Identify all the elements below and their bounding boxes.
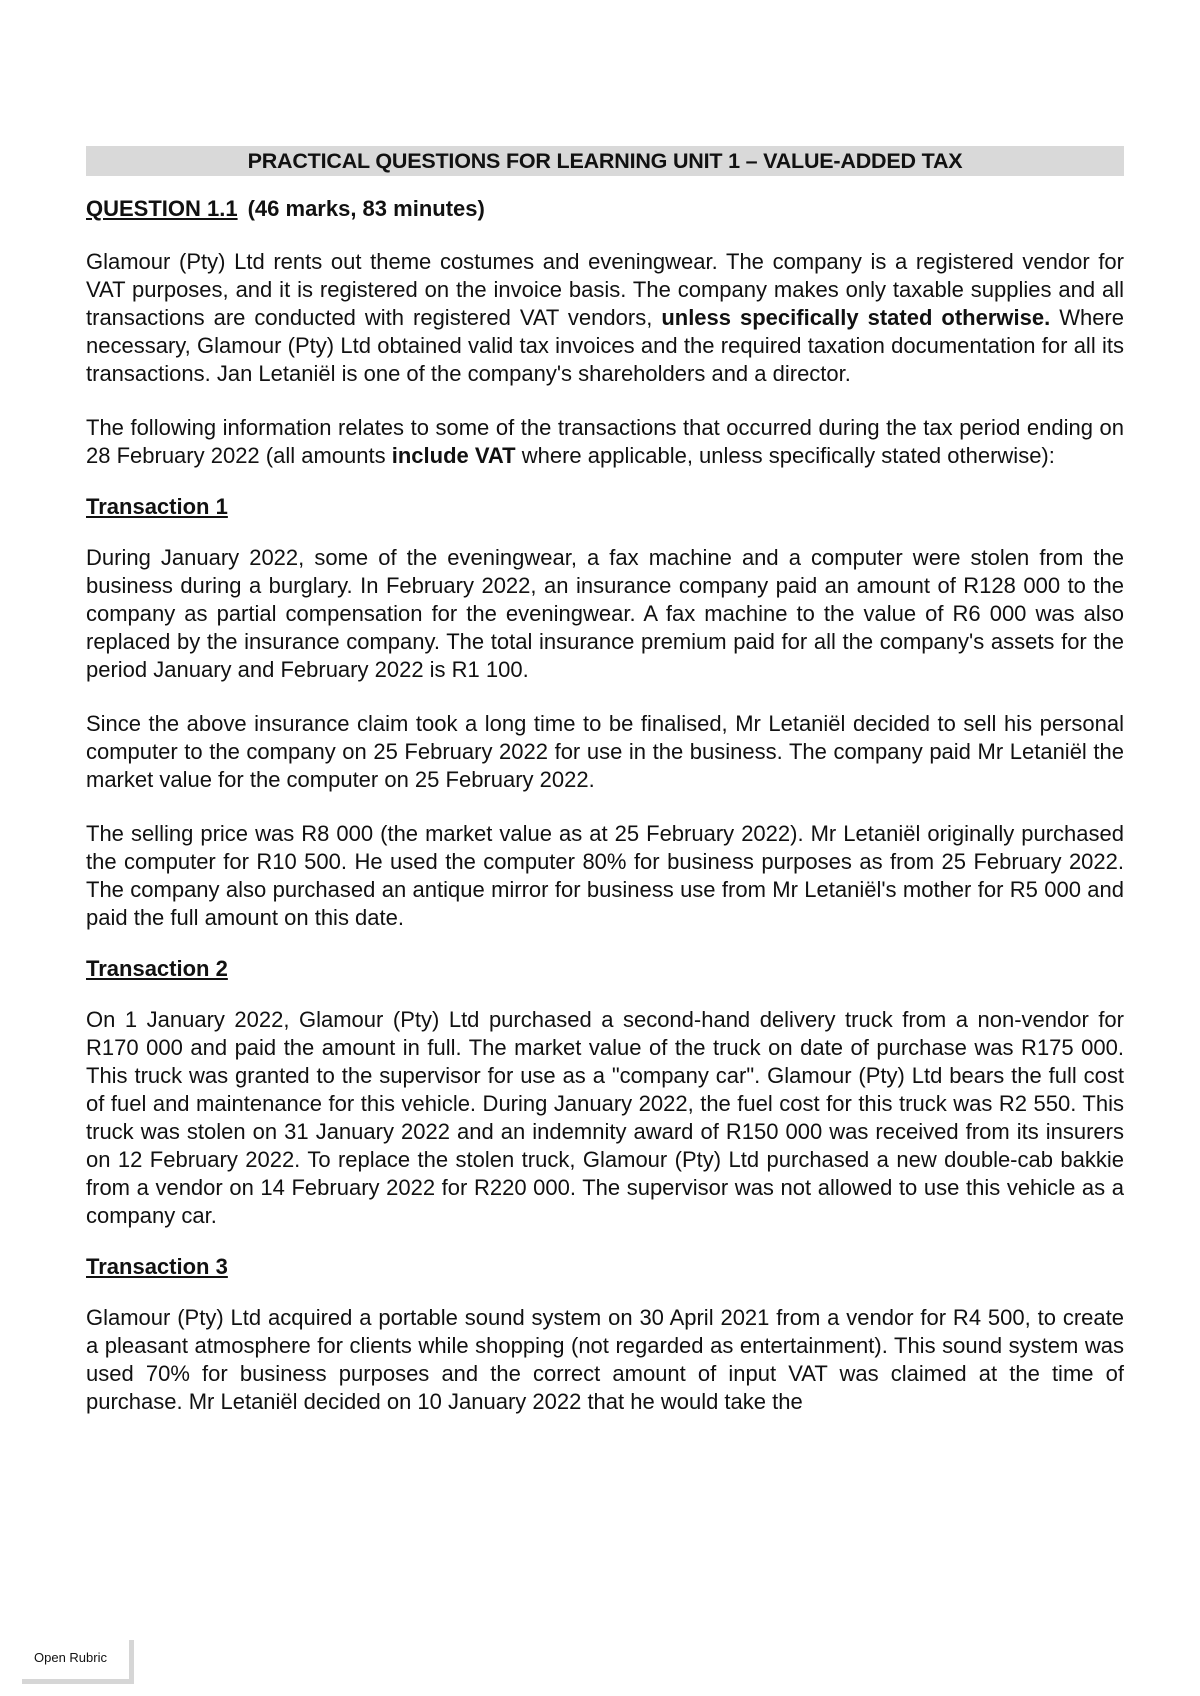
question-number: QUESTION 1.1: [86, 196, 238, 221]
intro-paragraph-1: Glamour (Pty) Ltd rents out theme costumes and eveningwear. The company is a registered vendor for VAT purposes, and it is registered on the invoice basis. The company makes only taxable supplies and all transactions are conducted with registered VAT vendors, unless specifically stated otherwise. Where necessary, Glamour (Pty) Ltd obtained valid tax invoices and the required taxation documentation for all its transactions. Jan Letaniël is one of the company's shareholders and a director.: [86, 249, 1124, 386]
transaction-1-paragraph-1: During January 2022, some of the eveningwear, a fax machine and a computer were stolen from the business during a burglary. In February 2022, an insurance company paid an amount of R128 000 to the company as partial compensation for the eveningwear. A fax machine to the value of R6 000 was also replaced by the insurance company. The total insurance premium paid for all the company's assets for the period January and February 2022 is R1 100.: [86, 545, 1124, 682]
intro-emphasis-2: include VAT: [391, 443, 516, 468]
intro-emphasis-1: unless specifically stated otherwise.: [661, 305, 1051, 330]
open-rubric-button[interactable]: Open Rubric: [22, 1640, 134, 1684]
question-heading: [86, 196, 1124, 222]
document-page: [86, 146, 1124, 1416]
transaction-2-paragraph-1: On 1 January 2022, Glamour (Pty) Ltd purchased a second-hand delivery truck from a non-vendor for R170 000 and paid the amount in full. The market value of the truck on date of purchase was R175 000. This truck was granted to the supervisor for use as a "company car". Glamour (Pty) Ltd bears the full cost of fuel and maintenance for this vehicle. During January 2022, the fuel cost for this truck was R2 550. This truck was stolen on 31 January 2022 and an indemnity award of R150 000 was received from its insurers on 12 February 2022. To replace the stolen truck, Glamour (Pty) Ltd purchased a new double-cab bakkie from a vendor on 14 February 2022 for R220 000. The supervisor was not allowed to use this vehicle as a company car.: [86, 1007, 1124, 1228]
transaction-3-paragraph-1: Glamour (Pty) Ltd acquired a portable sound system on 30 April 2021 from a vendor for R4 500, to create a pleasant atmosphere for clients while shopping (not regarded as entertainment). This sound system was used 70% for business purposes and the correct amount of input VAT was claimed at the time of purchase. Mr Letaniël decided on 10 January 2022 that he would take the: [86, 1305, 1124, 1414]
transaction-1-heading: Transaction 1: [86, 494, 228, 519]
question-marks: (46 marks, 83 minutes): [247, 196, 485, 221]
transaction-1-paragraph-3: The selling price was R8 000 (the market value as at 25 February 2022). Mr Letaniël originally purchased the computer for R10 500. He used the computer 80% for business purposes as from 25 February 2022. The company also purchased an antique mirror for business use from Mr Letaniël's mother for R5 000 and paid the full amount on this date.: [86, 821, 1124, 930]
page-title: PRACTICAL QUESTIONS FOR LEARNING UNIT 1 – VALUE-ADDED TAX: [86, 146, 1124, 176]
intro-paragraph-2: The following information relates to some of the transactions that occurred during the tax period ending on 28 February 2022 (all amounts include VAT where applicable, unless specifically stated otherwise):: [86, 415, 1124, 468]
transaction-2-heading: Transaction 2: [86, 956, 228, 981]
transaction-1-paragraph-2: Since the above insurance claim took a long time to be finalised, Mr Letaniël decided to sell his personal computer to the company on 25 February 2022 for use in the business. The company paid Mr Letaniël the market value for the computer on 25 February 2022.: [86, 711, 1124, 792]
transaction-3-heading: Transaction 3: [86, 1254, 228, 1279]
